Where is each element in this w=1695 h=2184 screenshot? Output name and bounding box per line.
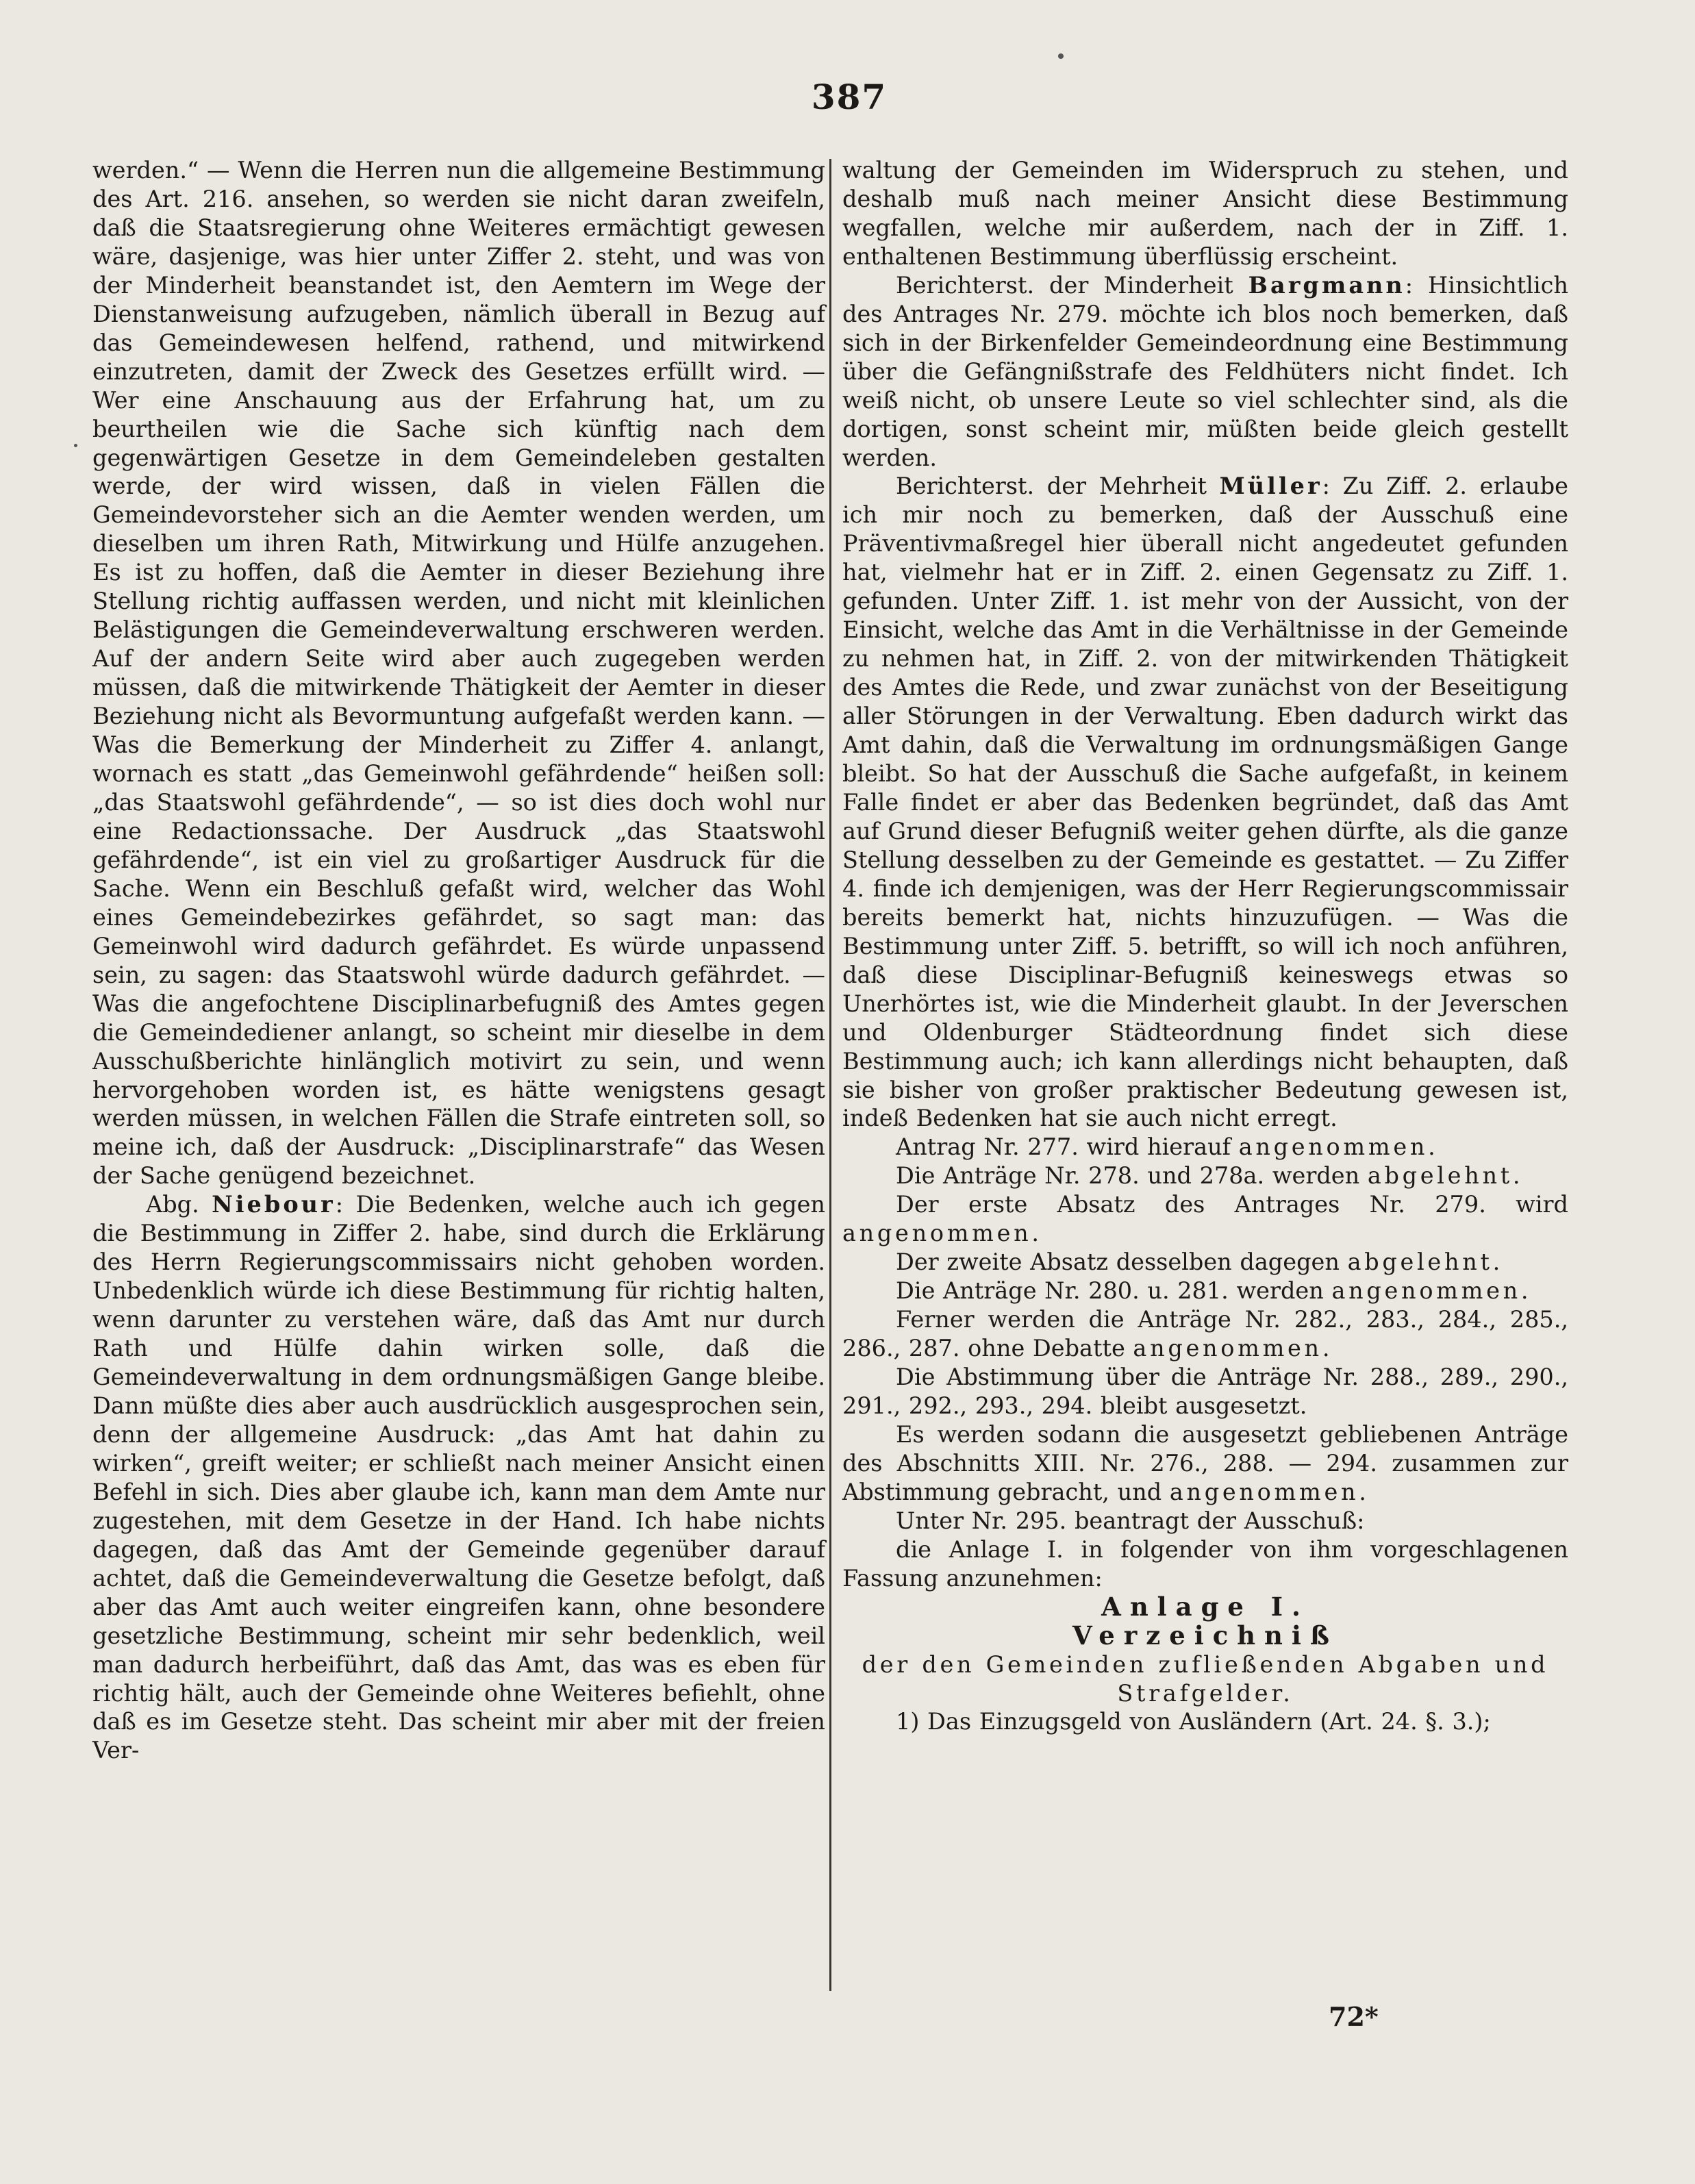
left-paragraph-2 (92, 1190, 825, 1765)
resolution-280 (842, 1277, 1568, 1305)
left-paragraph-1: werden.“ — Wenn die Herren nun die allgemeine Bestimmung des Art. 216. ansehen, so werden sie nicht daran zweifeln, daß die Staatsregierung ohne Weiteres ermächtigt gewesen wäre, dasjenige, was hier unter Ziffer 2. steht, und was von der Minderheit beanstandet ist, den Aemtern im Wege der Dienstanweisung aufzugeben, nämlich überall in Bezug auf das Gemeindewesen helfend, rathend, und mitwirkend einzutreten, damit der Zweck des Gesetzes erfüllt wird. — Wer eine Anschauung aus der Erfahrung hat, um zu beurtheilen wie die Sache sich künftig nach dem gegenwärtigen Gesetze in dem Gemeindeleben gestalten werde, der wird wissen, daß in vielen Fällen die Gemeindevorsteher sich an die Aemter wenden werden, um dieselben um ihren Rath, Mitwirkung und Hülfe anzugehen. Es ist zu hoffen, daß die Aemter in dieser Beziehung ihre Stellung richtig auffassen werden, und nicht mit kleinlichen Belästigungen die Gemeindeverwaltung erschweren werden. Auf der andern Seite wird aber auch zugegeben werden müssen, daß die mitwirkende Thätigkeit der Aemter in dieser Beziehung nicht als Bevormuntung aufgefaßt werden kann. — Was die Bemerkung der Minderheit zu Ziffer 4. anlangt, wornach es statt „das Gemeinwohl gefährdende“ heißen soll: „das Staatswohl gefährdende“, — so ist dies doch wohl nur eine Redactionssache. Der Ausdruck „das Staatswohl gefährdende“, ist ein viel zu großartiger Ausdruck für die Sache. Wenn ein Beschluß gefaßt wird, welcher das Wohl eines Gemeindebezirkes gefährdet, so sagt man: das Gemeinwohl wird dadurch gefährdet. Es würde unpassend sein, zu sagen: das Staatswohl würde dadurch gefährdet. — Was die angefochtene Disciplinarbefugniß des Amtes gegen die Gemeindediener anlangt, so scheint mir dieselbe in dem Ausschußberichte hinlänglich motivirt zu sein, und wenn hervorgehoben worden ist, es hätte wenigstens gesagt werden müssen, in welchen Fällen die Strafe eintreten soll, so meine ich, daß der Ausdruck: „Disciplinarstrafe“ das Wesen der Sache genügend bezeichnet. (92, 157, 825, 1190)
resolution-outcome: abgelehnt. (1367, 1162, 1524, 1190)
resolution-279-second (842, 1248, 1568, 1277)
speech-text: : Hinsichtlich des Antrages Nr. 279. möchte ich blos noch bemerken, daß sich in der Birkenfelder Gemeindeordnung eine Bestimmung über die Gefängnißstrafe des Feldhüters nicht findet. Ich weiß nicht, ob unsere Leute so viel schlechter sind, als die dortigen, sonst scheint mir, müßten beide gleich gestellt werden. (842, 271, 1568, 471)
resolution-outcome: angenommen. (1331, 1277, 1532, 1305)
speaker-name: Niebour (212, 1191, 336, 1218)
resolution-outcome: angenommen. (842, 1220, 1042, 1247)
signature-mark: 72* (1329, 2001, 1379, 2032)
resolution-outcome: angenommen. (1169, 1478, 1370, 1505)
verzeichnis-heading: Verzeichniß (1072, 1620, 1338, 1650)
left-column (92, 156, 825, 1765)
motion-295-text: die Anlage I. in folgender von ihm vorgeschlagenen Fassung anzunehmen: (842, 1535, 1568, 1592)
anlage-heading: Anlage I. (1101, 1591, 1309, 1622)
right-paragraph-2 (842, 271, 1568, 473)
resolution-278 (842, 1162, 1568, 1190)
speech-text: : Die Bedenken, welche auch ich gegen die Bestimmung in Ziffer 2. habe, sind durch die Erklärung des Herrn Regierungscommissairs nicht gehoben worden. Unbedenklich würde ich diese Bestimmung für richtig halten, wenn darunter zu verstehen wäre, daß das Amt nur durch Rath und Hülfe dahin wirken solle, daß die Gemeindeverwaltung in dem ordnungsmäßigen Gange bleibe. Dann müßte dies aber auch ausdrücklich ausgesprochen sein, denn der allgemeine Ausdruck: „das Amt hat dahin zu wirken“, greift weiter; er schließt nach meiner Ansicht einen Befehl in sich. Dies aber glaube ich, kann man dem Amte nur zugestehen, mit dem Gesetze in der Hand. Ich habe nichts dagegen, daß das Amt der Gemeinde gegenüber darauf achtet, daß die Gemeindeverwaltung die Gesetze befolgt, daß aber das Amt auch weiter eingreifen kann, ohne besondere gesetzliche Bestimmung, scheint mir sehr bedenklich, weil man dadurch herbeiführt, daß das Amt, das was es eben für richtig hält, auch der Gemeinde ohne Weiteres befiehlt, ohne daß es im Gesetze steht. Das scheint mir aber mit der freien Ver- (92, 1191, 825, 1764)
ink-speck (1058, 53, 1064, 59)
list-item: 1) Das Einzugsgeld von Ausländern (Art. 24. §. 3.); (896, 1708, 1491, 1735)
resolution-text: Antrag Nr. 277. wird hierauf (896, 1133, 1239, 1161)
speaker-title: Berichterst. der Mehrheit (896, 473, 1220, 500)
resolution-276 (842, 1420, 1568, 1507)
resolution-outcome: angenommen. (1238, 1133, 1439, 1161)
verzeichnis-subtitle: der den Gemeinden zufließenden Abgaben und Strafgelder. (862, 1650, 1549, 1707)
speech-text: : Zu Ziff. 2. erlaube ich mir noch zu bemerken, daß der Ausschuß eine Präventivmaßregel hier überall nicht angedeutet gefunden hat, vielmehr hat er in Ziff. 2. einen Gegensatz zu Ziff. 1. gefunden. Unter Ziff. 1. ist mehr von der Aussicht, von der Einsicht, welche das Amt in die Verhältnisse in der Gemeinde zu nehmen hat, in Ziff. 2. von der mitwirkenden Thätigkeit des Amtes die Rede, und zwar zunächst von der Beseitigung aller Störungen in der Verwaltung. Eben dadurch wirkt das Amt dahin, daß die Verwaltung im ordnungsmäßigen Gange bleibt. So hat der Ausschuß die Sache aufgefaßt, in keinem Falle findet er aber das Bedenken begründet, daß das Amt auf Grund dieser Befugniß weiter gehen dürfte, als die ganze Stellung desselben zu der Gemeinde es gestattet. — Zu Ziffer 4. finde ich demjenigen, was der Herr Regierungscommissair bereits bemerkt hat, nichts hinzuzufügen. — Was die Bestimmung unter Ziff. 5. betrifft, so will ich noch anführen, daß diese Disciplinar-Befugniß keineswegs etwas so Unerhörtes ist, wie die Minderheit glaubt. In der Jeverschen und Oldenburger Städteordnung findet sich diese Bestimmung auch; ich kann allerdings nicht behaupten, daß sie bisher von großer praktischer Bedeutung gewesen ist, indeß Bedenken hat sie auch nicht erregt. (842, 473, 1569, 1132)
right-paragraph-1: waltung der Gemeinden im Widerspruch zu stehen, und deshalb muß nach meiner Ansicht diese Bestimmung wegfallen, welche mir außerdem, nach der in Ziff. 1. enthaltenen Bestimmung überflüssig erscheint. (842, 157, 1568, 270)
motion-295: Unter Nr. 295. beantragt der Ausschuß: (896, 1507, 1365, 1534)
resolution-text: Die Anträge Nr. 280. u. 281. werden (896, 1277, 1332, 1305)
resolution-279-first (842, 1190, 1568, 1248)
speaker-title: Berichterst. der Minderheit (896, 271, 1248, 299)
resolution-277 (842, 1133, 1568, 1162)
column-divider (829, 159, 831, 1991)
resolution-text: Ferner werden die Anträge Nr. 282., 283., 284., 285., 286., 287. ohne Debatte (842, 1306, 1568, 1362)
resolution-outcome: abgelehnt. (1347, 1248, 1503, 1276)
resolution-outcome: angenommen. (1133, 1335, 1333, 1362)
resolution-text: Es werden sodann die ausgesetzt gebliebenen Anträge des Abschnitts XIII. Nr. 276., 288. — 294. zusammen zur Abstimmung gebracht, und (842, 1420, 1568, 1505)
resolution-282 (842, 1305, 1568, 1363)
resolution-text: Der erste Absatz des Antrages Nr. 279. wird (896, 1191, 1568, 1218)
speaker-name: Bargmann (1248, 271, 1405, 299)
right-column (842, 156, 1568, 1736)
resolution-288: Die Abstimmung über die Anträge Nr. 288., 289., 290., 291., 292., 293., 294. bleibt ausgesetzt. (842, 1364, 1568, 1419)
ink-speck (74, 444, 77, 447)
resolution-text: Der zweite Absatz desselben dagegen (896, 1248, 1348, 1276)
speaker-name: Müller (1219, 473, 1322, 500)
right-paragraph-3 (842, 472, 1568, 1133)
resolution-text: Die Anträge Nr. 278. und 278a. werden (896, 1162, 1368, 1190)
page-number: 387 (811, 77, 888, 117)
speaker-title: Abg. (146, 1191, 212, 1218)
